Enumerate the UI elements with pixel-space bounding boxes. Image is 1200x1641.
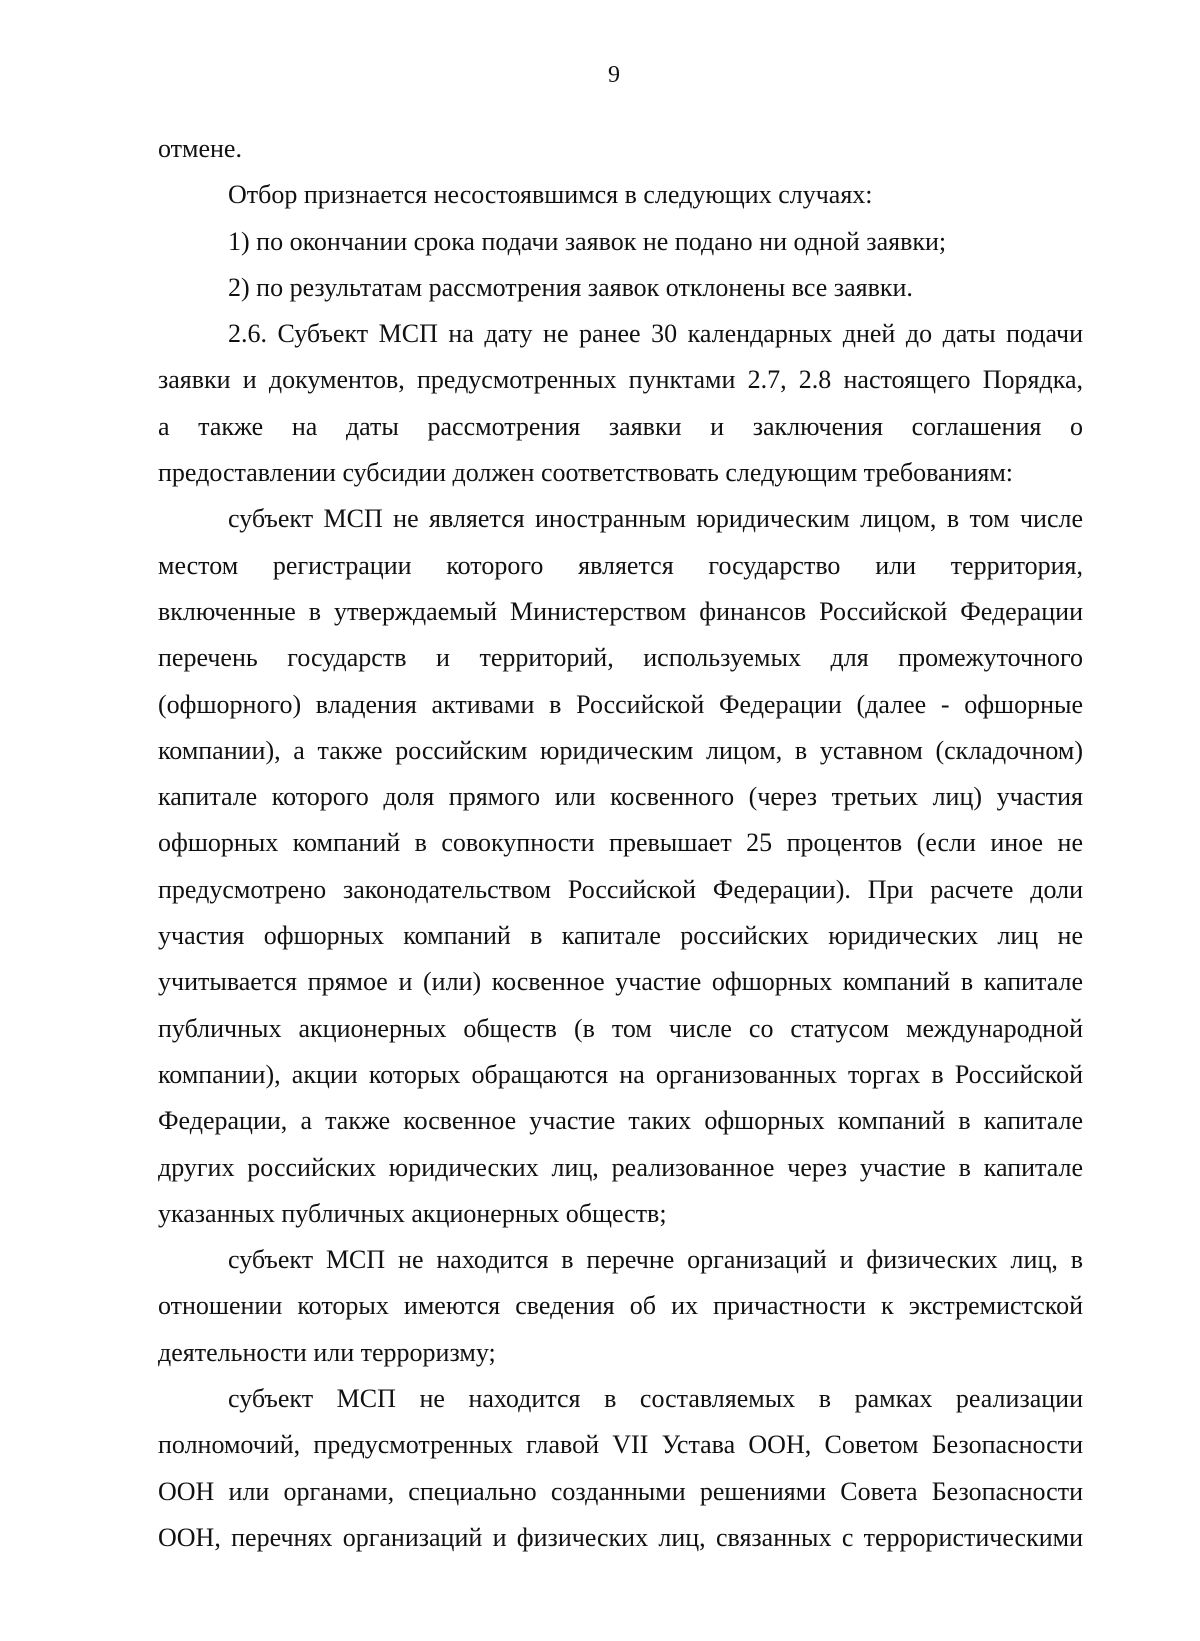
text-line: заявки и документов, предусмотренных пунктами 2.7, 2.8 настоящего Порядка, [158,365,1083,395]
text-line: указанных публичных акционерных обществ; [158,1198,667,1228]
text-line: отмене. [158,134,242,163]
page-number: 9 [608,62,620,88]
text-line: 1) по окончании срока подачи заявок не подано ни одной заявки; [228,226,947,256]
text-line: публичных акционерных обществ (в том числе со статусом международной [158,1013,1083,1043]
text-line: других российских юридических лиц, реализованное через участие в капитале [158,1152,1083,1182]
text-line: 2) по результатам рассмотрения заявок отклонены все заявки. [228,272,913,302]
text-line: офшорных компаний в совокупности превышает 25 процентов (если иное не [158,828,1083,858]
text-line: местом регистрации которого является государство или территория, [158,550,1083,580]
text-line: компании), акции которых обращаются на организованных торгах в Российской [158,1059,1083,1089]
text-line: деятельности или терроризму; [158,1337,496,1367]
text-line: отношении которых имеются сведения об их причастности к экстремистской [158,1291,1083,1321]
text-line: компании), а также российским юридическим лицом, в уставном (складочном) [158,735,1083,765]
text-line: (офшорного) владения активами в Российской Федерации (далее - офшорные [158,689,1083,719]
text-line: ООН, перечнях организаций и физических лиц, связанных с террористическими [158,1522,1083,1552]
text-line: перечень государств и территорий, используемых для промежуточного [158,643,1083,673]
text-line: 2.6. Субъект МСП на дату не ранее 30 календарных дней до даты подачи [228,319,1083,349]
text-line: Отбор признается несостоявшимся в следующих случаях: [228,180,873,210]
text-line: а также на даты рассмотрения заявки и заключения соглашения о [158,411,1083,441]
text-line: ООН или органами, специально созданными решениями Совета Безопасности [158,1476,1083,1506]
text-line: субъект МСП не находится в перечне организаций и физических лиц, в [228,1245,1083,1275]
text-line: капитале которого доля прямого или косвенного (через третьих лиц) участия [158,782,1083,812]
text-line: субъект МСП не является иностранным юридическим лицом, в том числе [228,504,1083,534]
text-line: включенные в утверждаемый Министерством финансов Российской Федерации [158,596,1083,626]
text-line: Федерации, а также косвенное участие таких офшорных компаний в капитале [158,1106,1083,1136]
text-line: субъект МСП не находится в составляемых в рамках реализации [228,1384,1083,1414]
text-line: предусмотрено законодательством Российской Федерации). При расчете доли [158,874,1083,904]
text-line: учитывается прямое и (или) косвенное участие офшорных компаний в капитале [158,967,1083,997]
document-body [158,126,1083,1561]
text-line: полномочий, предусмотренных главой VII Устава ООН, Советом Безопасности [158,1430,1083,1460]
text-line: участия офшорных компаний в капитале российских юридических лиц не [158,921,1083,951]
text-line: предоставлении субсидии должен соответствовать следующим требованиям: [158,458,1014,488]
